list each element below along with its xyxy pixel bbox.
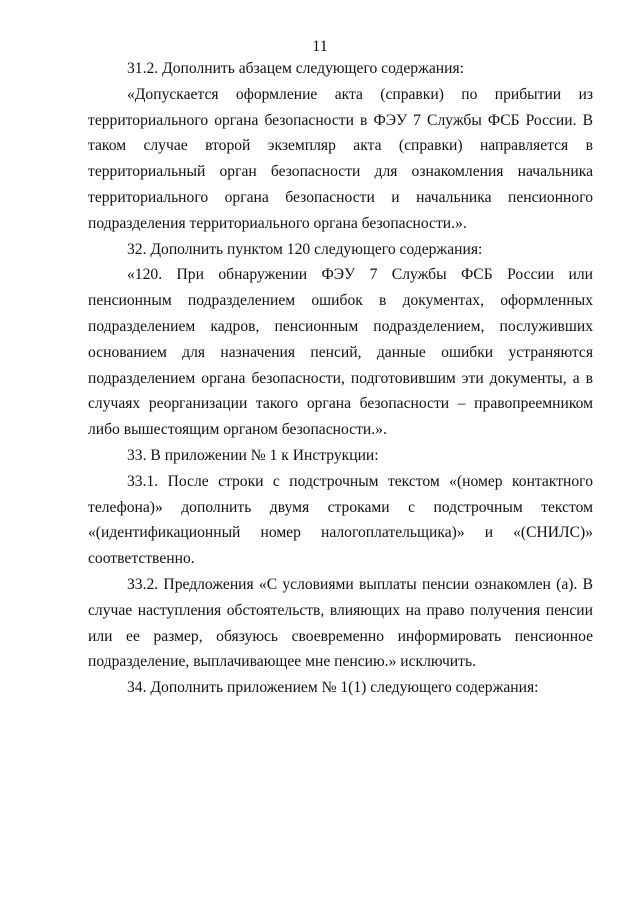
paragraph-33-heading: 33. В приложении № 1 к Инструкции: — [127, 446, 379, 464]
paragraph-120-text: «120. При обнаружении ФЭУ 7 Службы ФСБ России или пенсионным подразделением ошибок в документах, оформленных подразделением кадров, пенсионным подразделением, послуживших основанием для назначения пенсий, данные ошибки устраняются подразделением органа безопасности, подготовившим эти документы, а в случаях реорганизации такого органа безопасности – правопреемником либо вышестоящим органом безопасности.». — [88, 266, 593, 439]
paragraph-34-heading: 34. Дополнить приложением № 1(1) следующего содержания: — [127, 679, 539, 697]
paragraph-32-heading: 32. Дополнить пунктом 120 следующего содержания: — [127, 240, 483, 258]
paragraph-31-2-heading: 31.2. Дополнить абзацем следующего содержания: — [127, 60, 464, 77]
paragraph-33-1: 33.1. После строки с подстрочным текстом «(номер контактного телефона)» дополнить двумя строками с подстрочным текстом «(идентификационный номер налогоплательщика)» и «(СНИЛС)» соответственно. — [88, 472, 593, 568]
paragraph-31-2-text: «Допускается оформление акта (справки) по прибытии из территориального органа безопасности в ФЭУ 7 Службы ФСБ России. В таком случае второй экземпляр акта (справки) направляется в территориальный орган безопасности для ознакомления начальника территориального органа безопасности и начальника пенсионного подразделения территориального органа безопасности.». — [88, 85, 593, 232]
page-number: 11 — [312, 38, 328, 55]
document-body — [88, 56, 593, 701]
paragraph-33-2: 33.2. Предложения «С условиями выплаты пенсии ознакомлен (а). В случае наступления обстоятельств, влияющих на право получения пенсии или ее размер, обязуюсь своевременно информировать пенсионное подразделение, выплачивающее мне пенсию.» исключить. — [88, 575, 593, 671]
